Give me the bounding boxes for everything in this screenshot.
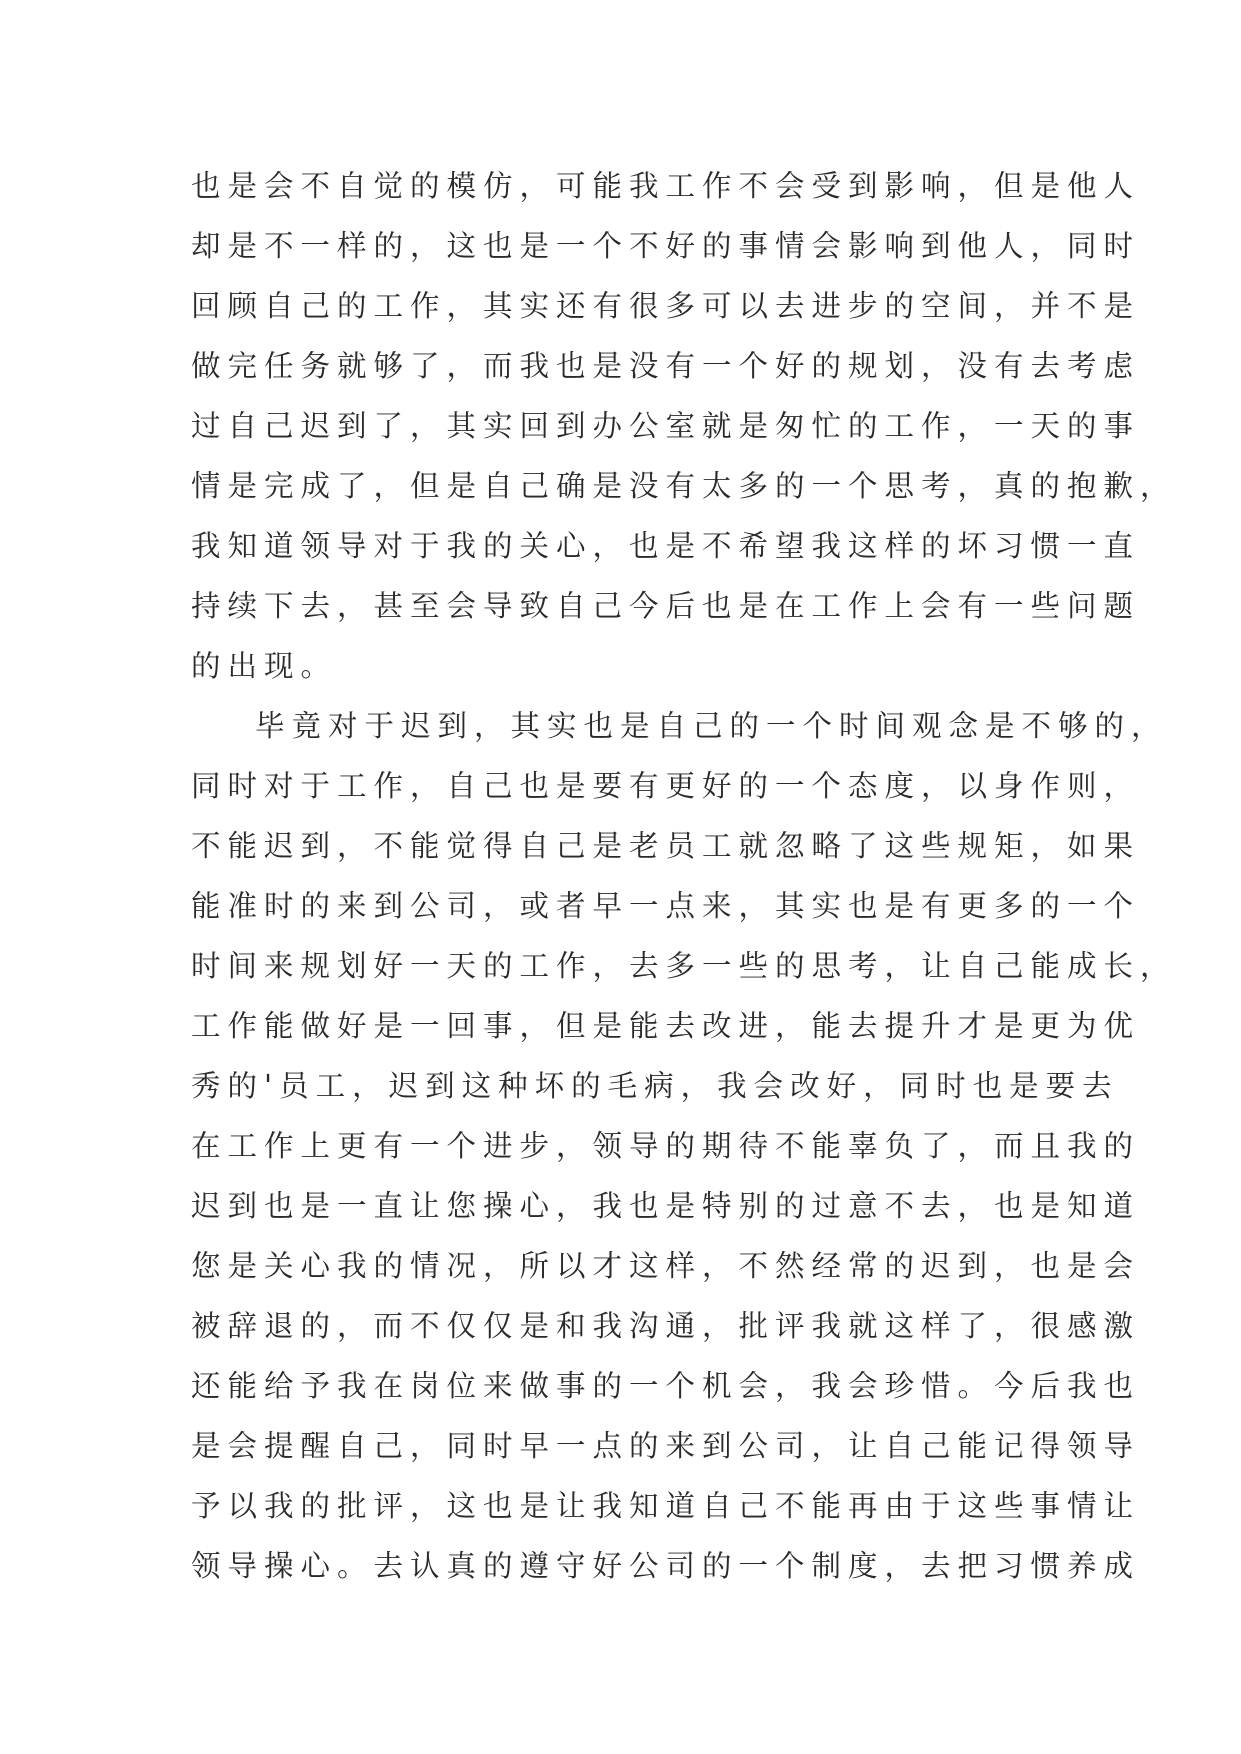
text-line-23: 予以我的批评，这也是让我知道自己不能再由于这些事情让 [191, 1489, 1141, 1523]
paragraph-start-line: 毕竟对于迟到，其实也是自己的一个时间观念是不够的， [255, 709, 1168, 743]
text-line-11: 同时对于工作，自己也是要有更好的一个态度，以身作则， [191, 769, 1141, 803]
text-line-2: 却是不一样的，这也是一个不好的事情会影响到他人，同时 [191, 229, 1141, 263]
text-line-18: 迟到也是一直让您操心，我也是特别的过意不去，也是知道 [191, 1189, 1141, 1223]
text-line-4: 做完任务就够了，而我也是没有一个好的规划，没有去考虑 [191, 349, 1141, 383]
text-line-6: 情是完成了，但是自己确是没有太多的一个思考，真的抱歉， [191, 469, 1177, 503]
text-line-22: 是会提醒自己，同时早一点的来到公司，让自己能记得领导 [191, 1429, 1141, 1463]
text-line-19: 您是关心我的情况，所以才这样，不然经常的迟到，也是会 [191, 1249, 1141, 1283]
text-line-15: 工作能做好是一回事，但是能去改进，能去提升才是更为优 [191, 1009, 1141, 1043]
text-line-7: 我知道领导对于我的关心，也是不希望我这样的坏习惯一直 [191, 529, 1141, 563]
text-line-16: 秀的'员工，迟到这种坏的毛病，我会改好，同时也是要去 [191, 1069, 1119, 1103]
text-line-13: 能准时的来到公司，或者早一点来，其实也是有更多的一个 [191, 889, 1141, 923]
text-line-20: 被辞退的，而不仅仅是和我沟通，批评我就这样了，很感激 [191, 1309, 1141, 1343]
text-line-12: 不能迟到，不能觉得自己是老员工就忽略了这些规矩，如果 [191, 829, 1141, 863]
text-line-8: 持续下去，甚至会导致自己今后也是在工作上会有一些问题 [191, 589, 1141, 623]
text-line-21: 还能给予我在岗位来做事的一个机会，我会珍惜。今后我也 [191, 1369, 1141, 1403]
text-line-17: 在工作上更有一个进步，领导的期待不能辜负了，而且我的 [191, 1129, 1141, 1163]
text-line-3: 回顾自己的工作，其实还有很多可以去进步的空间，并不是 [191, 289, 1141, 323]
text-line-14: 时间来规划好一天的工作，去多一些的思考，让自己能成长， [191, 949, 1177, 983]
text-line-9: 的出现。 [191, 649, 338, 683]
text-line-24: 领导操心。去认真的遵守好公司的一个制度，去把习惯养成 [191, 1549, 1141, 1583]
text-line-1: 也是会不自觉的模仿，可能我工作不会受到影响，但是他人 [191, 169, 1141, 203]
text-line-5: 过自己迟到了，其实回到办公室就是匆忙的工作，一天的事 [191, 409, 1141, 443]
